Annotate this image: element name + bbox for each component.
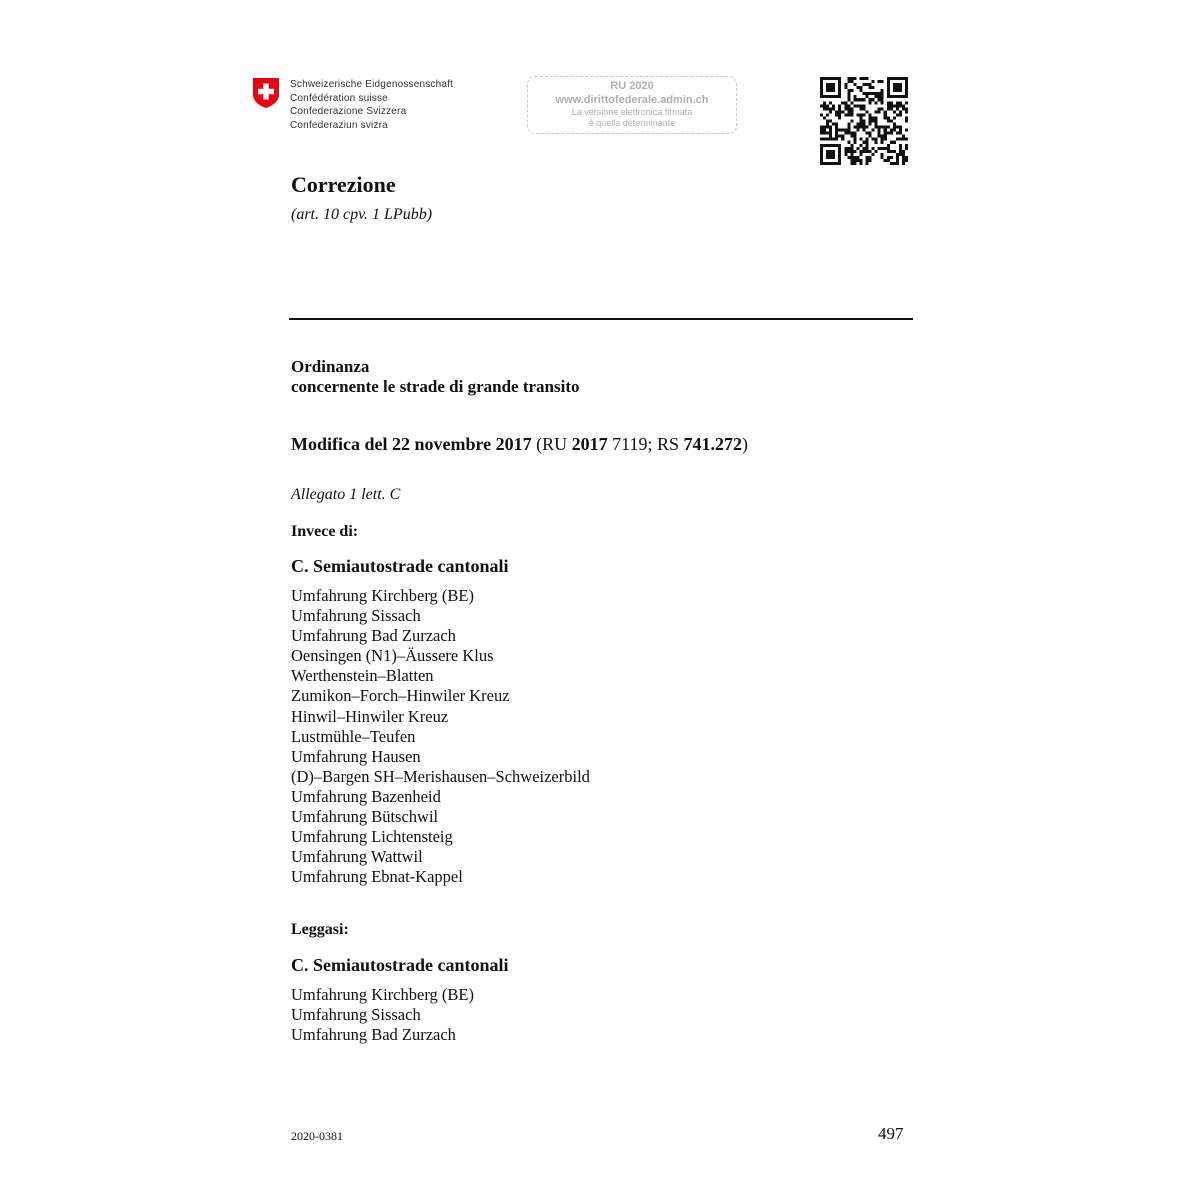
stamp-url[interactable]: www.dirittofederale.admin.ch [555, 94, 709, 106]
mod-close: ) [742, 434, 749, 454]
page-number: 497 [878, 1124, 904, 1143]
rs-number: 741.272 [683, 434, 743, 454]
ru-open: (RU [531, 434, 572, 454]
list-item: Umfahrung Bad Zurzach [291, 626, 456, 646]
list-item: Umfahrung Kirchberg (BE) [291, 985, 474, 1004]
instead-label: Invece di: [291, 523, 359, 540]
modification-reference [291, 434, 748, 455]
ru-year: 2017 [571, 434, 608, 454]
stamp-note-1: La versione elettronica firmata [571, 107, 693, 117]
electronic-version-stamp [527, 76, 737, 134]
list-item: (D)–Bargen SH–Merishausen–Schweizerbild [291, 766, 590, 786]
read-label: Leggasi: [291, 921, 349, 938]
list-item: Lustmühle–Teufen [291, 726, 416, 746]
list-item: Umfahrung Sissach [291, 606, 421, 626]
ordinance-title-line1: Ordinanza [291, 357, 370, 376]
confederation-names [290, 78, 453, 132]
page-title: Correzione [291, 172, 396, 197]
ru-page: 7119; RS [607, 434, 684, 454]
roads-list-before [291, 586, 590, 887]
modification-date: Modifica del 22 novembre 2017 [291, 434, 532, 454]
swiss-cross-shield-icon [252, 77, 280, 109]
list-item: Umfahrung Sissach [291, 1005, 421, 1025]
stamp-ru: RU 2020 [610, 80, 654, 92]
list-item: Umfahrung Bazenheid [291, 786, 441, 806]
confederation-name-de: Schweizerische Eidgenossenschaft [290, 79, 454, 90]
confederation-name-rm: Confederaziun svizra [290, 119, 388, 131]
document-id: 2020-0381 [291, 1129, 343, 1143]
list-item: Umfahrung Bütschwil [291, 807, 439, 827]
ordinance-title-line2: concernente le strade di grande transito [291, 377, 580, 396]
list-item: Zumikon–Forch–Hinwiler Kreuz [291, 686, 510, 706]
ordinance-title [291, 357, 579, 397]
list-item: Umfahrung Kirchberg (BE) [291, 586, 474, 605]
qr-code-icon [820, 77, 908, 165]
list-item: Oensingen (N1)–Äussere Klus [291, 646, 494, 666]
roads-list-after [291, 985, 474, 1045]
list-item: Umfahrung Bad Zurzach [291, 1025, 456, 1045]
confederation-name-it: Confederazione Svizzera [290, 106, 407, 117]
list-item: Hinwil–Hinwiler Kreuz [291, 706, 449, 726]
list-item: Umfahrung Wattwil [291, 847, 423, 867]
title-divider [289, 318, 913, 320]
list-item: Werthenstein–Blatten [291, 666, 434, 686]
list-item: Umfahrung Lichtensteig [291, 827, 453, 847]
stamp-note-2: è quella determinante [588, 118, 676, 128]
section-heading-after: C. Semiautostrade cantonali [291, 955, 509, 975]
list-item: Umfahrung Hausen [291, 746, 421, 766]
list-item: Umfahrung Ebnat-Kappel [291, 867, 463, 887]
section-heading-before: C. Semiautostrade cantonali [291, 556, 509, 576]
confederation-name-fr: Confédération suisse [290, 92, 388, 104]
annex-reference: Allegato 1 lett. C [291, 486, 401, 503]
legal-basis: (art. 10 cpv. 1 LPubb) [291, 206, 433, 223]
